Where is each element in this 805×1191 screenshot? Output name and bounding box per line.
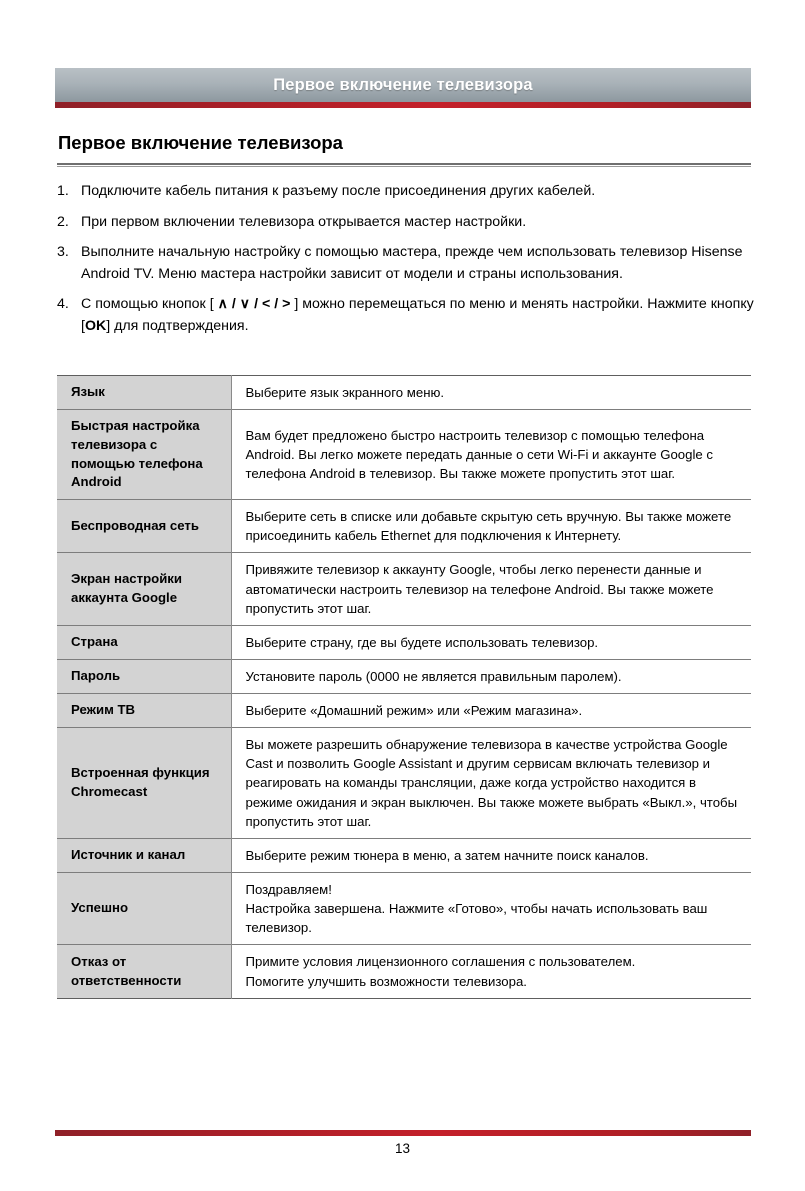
row-term: Страна	[57, 625, 231, 659]
row-term: Источник и канал	[57, 838, 231, 872]
table-row	[57, 659, 751, 693]
table-row	[57, 553, 751, 625]
step-number: 1.	[57, 183, 69, 199]
description-line: Помогите улучшить возможности телевизора.	[245, 973, 527, 989]
steps-list	[57, 181, 757, 346]
step-text-after: ] для подтверждения.	[106, 317, 249, 334]
table-row	[57, 873, 751, 945]
step-text: Подключите кабель питания к разъему после присоединения других кабелей.	[81, 183, 596, 199]
row-description: Выберите язык экранного меню.	[245, 385, 445, 400]
running-header-banner	[55, 68, 751, 102]
table-row	[57, 376, 751, 410]
row-description: Выберите режим тюнера в меню, а затем начните поиск каналов.	[245, 847, 649, 863]
row-description: Вы можете разрешить обнаружение телевизора в качестве устройства Google Cast и позволить Google Assistant и другим сервисам включать телевизор и реагировать на команды трансляции, даже когда устройство находится в режиме ожидания и экран выключен. Вы также можете выбрать «Выкл.», чтобы пропустить этот шаг.	[245, 737, 738, 829]
step-text	[81, 294, 757, 337]
list-item	[57, 212, 757, 234]
table-row	[57, 410, 751, 500]
row-description: Выберите «Домашний режим» или «Режим магазина».	[245, 703, 583, 719]
table-row	[57, 625, 751, 659]
description-line: Настройка завершена. Нажмите «Готово», чтобы начать использовать ваш телевизор.	[245, 901, 708, 936]
table-row	[57, 728, 751, 839]
table-row	[57, 838, 751, 872]
list-item	[57, 242, 757, 285]
table-row	[57, 500, 751, 553]
row-description	[231, 945, 751, 998]
row-term: Встроенная функция Chromecast	[57, 728, 231, 839]
section-title: Первое включение телевизора	[58, 132, 343, 153]
table-row	[57, 945, 751, 998]
list-item	[57, 294, 757, 337]
row-description: Привяжите телевизор к аккаунту Google, чтобы легко перенести данные и автоматически настроить телевизор на телефоне Android. Вы также можете пропустить этот шаг.	[245, 562, 714, 616]
step-number: 3.	[57, 244, 69, 261]
setup-wizard-table	[57, 375, 751, 999]
row-term: Отказ от ответственности	[57, 945, 231, 998]
step-text: При первом включении телевизора открывается мастер настройки.	[81, 213, 527, 230]
row-term: Пароль	[57, 659, 231, 693]
step-text-before: С помощью кнопок [	[81, 296, 218, 313]
row-term: Режим ТВ	[57, 694, 231, 728]
description-line: Поздравляем!	[245, 882, 332, 898]
row-term: Язык	[57, 376, 231, 410]
running-header-title: Первое включение телевизора	[273, 75, 533, 94]
step-number: 2.	[57, 213, 69, 230]
step-number: 4.	[57, 296, 69, 313]
row-description: Выберите страну, где вы будете использовать телевизор.	[245, 634, 599, 650]
section-underline-rule	[57, 163, 751, 167]
header-red-rule	[55, 102, 751, 108]
page-number: 13	[394, 1141, 411, 1156]
row-term: Успешно	[57, 873, 231, 945]
row-term: Экран настройки аккаунта Google	[57, 553, 231, 625]
row-term: Беспроводная сеть	[57, 500, 231, 553]
navigation-keys-label: ∧ / ∨ / < / >	[217, 296, 291, 313]
row-term: Быстрая настройка телевизора с помощью телефона Android	[57, 410, 231, 500]
description-line: Примите условия лицензионного соглашения с пользователем.	[245, 954, 636, 970]
step-text: Выполните начальную настройку с помощью мастера, прежде чем использовать телевизор Hisense Android TV. Меню мастера настройки зависит от модели и страны использования.	[81, 244, 743, 282]
table-row	[57, 694, 751, 728]
row-description: Установите пароль (0000 не является правильным паролем).	[245, 668, 622, 684]
step-text-middle: ] можно перемещаться по меню и менять настройки. Нажмите кнопку [	[81, 296, 754, 334]
list-item	[57, 181, 757, 203]
footer-red-rule	[55, 1130, 751, 1136]
ok-key-label: OK	[84, 317, 107, 334]
row-description: Вам будет предложено быстро настроить телевизор с помощью телефона Android. Вы легко можете передать данные о сети Wi-Fi и аккаунте Google с телефона Android в телевизор. Вы также можете пропустить этот шаг.	[245, 427, 713, 482]
row-description: Выберите сеть в списке или добавьте скрытую сеть вручную. Вы также можете присоединить кабель Ethernet для подключения к Интернету.	[245, 509, 732, 544]
row-description	[231, 873, 751, 945]
